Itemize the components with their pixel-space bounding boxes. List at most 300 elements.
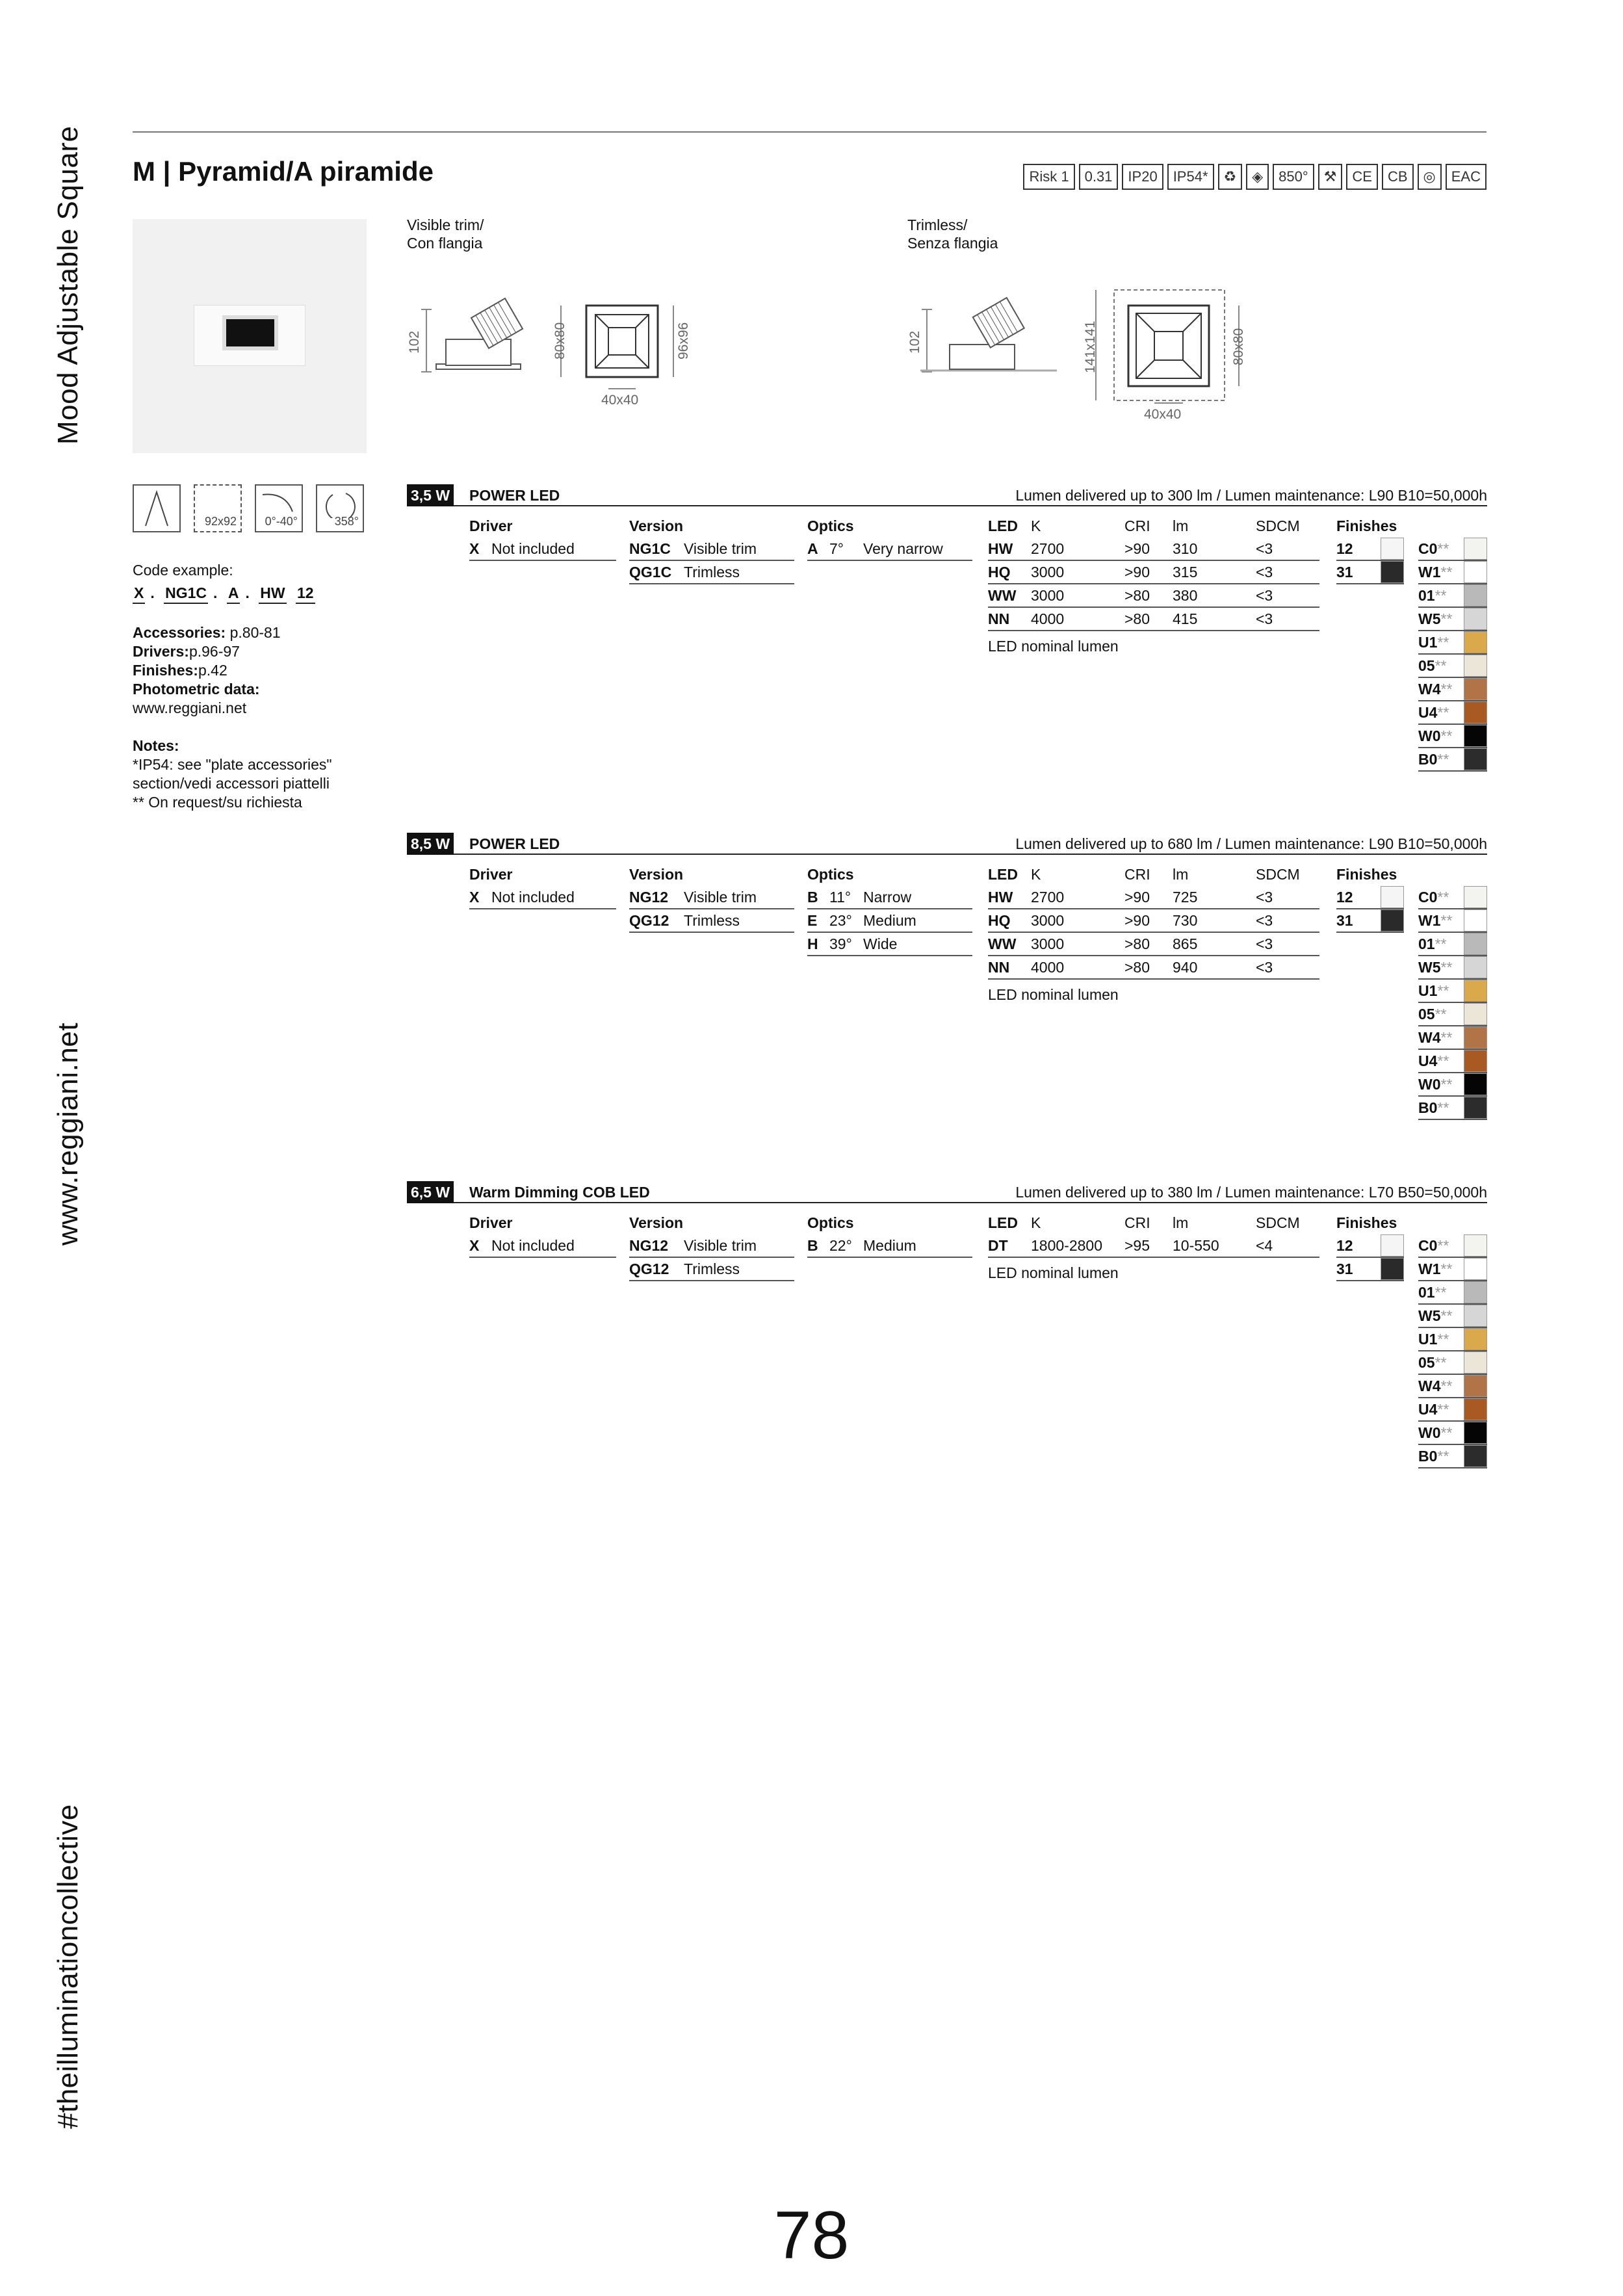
finish-code: C0	[1418, 1237, 1438, 1254]
trim-height-dim: 102	[407, 330, 422, 354]
cri-header: CRI	[1124, 866, 1150, 883]
finish-swatch	[1464, 1234, 1487, 1257]
beam-icon	[133, 484, 181, 532]
version-desc: Visible trim	[684, 1237, 757, 1254]
sdcm-header: SDCM	[1256, 517, 1300, 534]
k-header: K	[1031, 517, 1041, 534]
led-cri: >80	[1124, 587, 1150, 604]
finish-swatch	[1464, 538, 1487, 560]
badge-10: ◎	[1418, 164, 1442, 190]
version-desc: Trimless	[684, 912, 740, 929]
led-column	[988, 1211, 1319, 1281]
led-row	[988, 584, 1319, 608]
request-mark: **	[1437, 634, 1449, 651]
finish-extra-row	[1418, 1398, 1487, 1422]
led-nominal-note: LED nominal lumen	[988, 986, 1119, 1003]
finish-std-code: 12	[1336, 540, 1353, 557]
led-lm: 315	[1173, 564, 1198, 581]
request-mark: **	[1440, 1377, 1453, 1394]
driver-desc: Not included	[491, 889, 575, 906]
version-desc: Trimless	[684, 1260, 740, 1277]
led-cri: >95	[1124, 1237, 1150, 1254]
version-row	[629, 909, 794, 933]
optics-code: E	[807, 912, 818, 929]
driver-column	[469, 1211, 616, 1258]
request-mark: **	[1437, 982, 1449, 999]
version-desc: Trimless	[684, 564, 740, 581]
trim-size-dim: 40x40	[601, 393, 639, 408]
finish-swatch	[1464, 956, 1487, 978]
version-code: NG12	[629, 1237, 669, 1254]
finish-swatch	[1464, 678, 1487, 700]
finish-code: W4	[1418, 681, 1441, 698]
finish-swatch	[1381, 1234, 1404, 1257]
trimless-cut-dim: 80x80	[1231, 328, 1246, 365]
version-row	[629, 538, 794, 561]
request-mark: **	[1440, 959, 1453, 976]
finish-code: W5	[1418, 610, 1441, 627]
led-code: WW	[988, 935, 1017, 952]
request-mark: **	[1437, 1099, 1449, 1116]
standard-finishes	[1336, 886, 1404, 933]
finish-swatch	[1464, 1026, 1487, 1049]
wattage-badge: 8,5 W	[407, 833, 454, 855]
led-code: DT	[988, 1237, 1008, 1254]
finish-swatch	[1464, 701, 1487, 724]
lm-header: lm	[1173, 517, 1189, 534]
section-header	[407, 833, 1487, 855]
light-aperture	[222, 315, 278, 350]
led-k: 3000	[1031, 912, 1065, 929]
led-sdcm: <3	[1256, 564, 1273, 581]
lm-header: lm	[1173, 1214, 1189, 1231]
request-mark: **	[1435, 1354, 1447, 1371]
finishes-column	[1336, 1211, 1487, 1465]
finish-code: W0	[1418, 1076, 1441, 1093]
website-link[interactable]: www.reggiani.net	[133, 699, 247, 716]
ref-finishes: Finishes:p.42	[133, 662, 227, 679]
request-mark: **	[1440, 564, 1453, 581]
sdcm-header: SDCM	[1256, 1214, 1300, 1231]
version-column	[629, 863, 794, 933]
finish-code: 01	[1418, 587, 1435, 604]
finish-std-row	[1336, 909, 1404, 933]
k-header: K	[1031, 1214, 1041, 1231]
trimless-size-dim: 40x40	[1144, 407, 1182, 422]
driver-header: Driver	[469, 517, 513, 534]
led-cri: >90	[1124, 889, 1150, 906]
badge-7: ⚒	[1318, 164, 1343, 190]
badge-8: CE	[1346, 164, 1378, 190]
finish-code: W5	[1418, 1307, 1441, 1324]
optics-code: B	[807, 1237, 818, 1254]
version-row	[629, 1234, 794, 1258]
led-lm: 940	[1173, 959, 1198, 976]
finish-swatch	[1464, 909, 1487, 932]
finish-extra-row	[1418, 748, 1487, 772]
led-sdcm: <3	[1256, 912, 1273, 929]
finish-code: 01	[1418, 1284, 1435, 1301]
request-mark: **	[1437, 1401, 1449, 1418]
finish-code: U1	[1418, 634, 1438, 651]
request-mark: **	[1437, 1331, 1449, 1348]
finish-extra-row	[1418, 1351, 1487, 1375]
driver-column	[469, 514, 616, 561]
request-mark: **	[1440, 727, 1453, 744]
standard-finishes	[1336, 1234, 1404, 1281]
lumen-info: Lumen delivered up to 380 lm / Lumen maintenance: L70 B50=50,000h	[1015, 1184, 1487, 1201]
version-header: Version	[629, 866, 684, 883]
finish-extra-row	[1418, 1234, 1487, 1258]
led-sdcm: <3	[1256, 610, 1273, 627]
trimless-outer-dim: 141x141	[1083, 320, 1098, 373]
ref-accessories: Accessories: p.80-81	[133, 624, 281, 641]
finish-swatch	[1464, 655, 1487, 677]
version-code: QG1C	[629, 564, 672, 581]
finish-swatch	[1464, 1258, 1487, 1280]
code-part-optics: A	[227, 584, 240, 604]
led-sdcm: <3	[1256, 935, 1273, 952]
finish-code: C0	[1418, 889, 1438, 906]
version-row	[629, 886, 794, 909]
finish-std-code: 12	[1336, 889, 1353, 906]
request-mark: **	[1437, 1448, 1449, 1465]
request-mark: **	[1435, 587, 1447, 604]
driver-code: X	[469, 1237, 480, 1254]
led-code: HQ	[988, 564, 1011, 581]
led-k: 4000	[1031, 959, 1065, 976]
driver-row	[469, 1234, 616, 1258]
finish-code: U4	[1418, 1052, 1438, 1069]
led-sdcm: <3	[1256, 889, 1273, 906]
led-cri: >90	[1124, 912, 1150, 929]
product-image	[133, 219, 367, 453]
request-mark: **	[1440, 1307, 1453, 1324]
finish-code: U1	[1418, 982, 1438, 999]
finish-std-code: 12	[1336, 1237, 1353, 1254]
finishes-header: Finishes	[1336, 1214, 1397, 1231]
request-mark: **	[1437, 889, 1449, 906]
trimless-label: Trimless/ Senza flangia	[907, 216, 998, 252]
extra-finishes	[1418, 886, 1487, 1120]
finish-swatch	[1464, 1050, 1487, 1072]
finish-extra-row	[1418, 701, 1487, 725]
finish-code: U4	[1418, 1401, 1438, 1418]
finish-extra-row	[1418, 1050, 1487, 1073]
led-cri: >80	[1124, 959, 1150, 976]
led-lm: 10-550	[1173, 1237, 1219, 1254]
version-row	[629, 561, 794, 584]
finish-swatch	[1381, 1258, 1404, 1280]
finish-code: W0	[1418, 727, 1441, 744]
finish-code: B0	[1418, 1099, 1438, 1116]
request-mark: **	[1435, 935, 1447, 952]
finish-std-code: 31	[1336, 564, 1353, 581]
badge-1: 0.31	[1079, 164, 1119, 190]
request-mark: **	[1440, 1424, 1453, 1441]
finish-code: W0	[1418, 1424, 1441, 1441]
finish-extra-row	[1418, 980, 1487, 1003]
standard-finishes	[1336, 538, 1404, 584]
request-mark: **	[1440, 912, 1453, 929]
led-code: HW	[988, 540, 1013, 557]
led-lm: 730	[1173, 912, 1198, 929]
finish-swatch	[1464, 1375, 1487, 1397]
finish-extra-row	[1418, 1281, 1487, 1305]
finish-swatch	[1381, 561, 1404, 583]
section-header	[407, 484, 1487, 506]
finish-extra-row	[1418, 538, 1487, 561]
optics-row	[807, 1234, 972, 1258]
note-line-3: ** On request/su richiesta	[133, 794, 302, 811]
led-nominal-note: LED nominal lumen	[988, 638, 1119, 655]
trim-label: Visible trim/ Con flangia	[407, 216, 484, 252]
optics-code: H	[807, 935, 818, 952]
badge-5: ◈	[1246, 164, 1269, 190]
led-column	[988, 514, 1319, 655]
finish-code: W1	[1418, 912, 1441, 929]
request-mark: **	[1435, 657, 1447, 674]
optics-header: Optics	[807, 1214, 854, 1231]
led-row	[988, 956, 1319, 980]
finish-swatch	[1464, 631, 1487, 653]
badge-2: IP20	[1122, 164, 1163, 190]
optics-column	[807, 514, 972, 561]
finish-std-code: 31	[1336, 1260, 1353, 1277]
request-mark: **	[1437, 1237, 1449, 1254]
lumen-info: Lumen delivered up to 300 lm / Lumen maintenance: L90 B10=50,000h	[1015, 487, 1487, 504]
request-mark: **	[1435, 1006, 1447, 1023]
finish-std-row	[1336, 1258, 1404, 1281]
finish-code: 01	[1418, 935, 1435, 952]
finish-code: W4	[1418, 1377, 1441, 1394]
page-number: 78	[773, 2198, 850, 2273]
code-example-label: Code example:	[133, 562, 233, 579]
finish-swatch	[1464, 1351, 1487, 1374]
optics-header: Optics	[807, 866, 854, 883]
led-lm: 865	[1173, 935, 1198, 952]
led-row	[988, 561, 1319, 584]
led-cri: >90	[1124, 540, 1150, 557]
wattage-badge: 6,5 W	[407, 1181, 454, 1203]
finish-swatch	[1464, 1305, 1487, 1327]
badge-4: ♻	[1218, 164, 1243, 190]
finish-swatch	[1464, 1422, 1487, 1444]
optics-column	[807, 1211, 972, 1258]
trimless-height-dim: 102	[907, 330, 922, 354]
led-header: LED	[988, 866, 1018, 883]
version-header: Version	[629, 1214, 684, 1231]
finish-extra-row	[1418, 1305, 1487, 1328]
spec-section	[407, 1181, 1487, 1519]
request-mark: **	[1435, 1284, 1447, 1301]
finish-code: W1	[1418, 1260, 1441, 1277]
led-lm: 415	[1173, 610, 1198, 627]
request-mark: **	[1440, 1260, 1453, 1277]
led-cri: >80	[1124, 935, 1150, 952]
finish-swatch	[1464, 584, 1487, 607]
finish-swatch	[1464, 1398, 1487, 1420]
code-part-version: NG1C	[164, 584, 208, 604]
finish-extra-row	[1418, 1026, 1487, 1050]
spec-section	[407, 484, 1487, 822]
finish-extra-row	[1418, 1445, 1487, 1468]
led-code: HW	[988, 889, 1013, 906]
code-part-led: HW	[259, 584, 286, 604]
optics-row	[807, 886, 972, 909]
optics-desc: Medium	[863, 1237, 916, 1254]
finish-swatch	[1381, 886, 1404, 908]
led-row	[988, 1234, 1319, 1258]
finish-extra-row	[1418, 956, 1487, 980]
top-rule	[133, 131, 1487, 133]
trim-outer-dim: 96x96	[676, 322, 691, 359]
finish-swatch	[1464, 980, 1487, 1002]
finish-code: 05	[1418, 1354, 1435, 1371]
optics-row	[807, 538, 972, 561]
request-mark: **	[1437, 1052, 1449, 1069]
optics-row	[807, 909, 972, 933]
version-column	[629, 1211, 794, 1281]
finish-swatch	[1464, 608, 1487, 630]
section-header	[407, 1181, 1487, 1203]
finish-swatch	[1464, 1281, 1487, 1303]
led-cri: >80	[1124, 610, 1150, 627]
led-header: LED	[988, 1214, 1018, 1231]
led-sdcm: <3	[1256, 587, 1273, 604]
finish-code: 05	[1418, 1006, 1435, 1023]
led-k: 2700	[1031, 889, 1065, 906]
finish-code: W5	[1418, 959, 1441, 976]
badge-0: Risk 1	[1023, 164, 1074, 190]
finish-extra-row	[1418, 1097, 1487, 1120]
led-row	[988, 608, 1319, 631]
finish-code: U1	[1418, 1331, 1438, 1348]
certification-badges	[1023, 164, 1487, 190]
ref-photometric: Photometric data:	[133, 681, 260, 698]
optics-desc: Narrow	[863, 889, 912, 906]
driver-header: Driver	[469, 866, 513, 883]
finish-code: W4	[1418, 1029, 1441, 1046]
finishes-header: Finishes	[1336, 517, 1397, 534]
note-line-2: section/vedi accessori piattelli	[133, 775, 330, 792]
finish-swatch	[1381, 909, 1404, 932]
finish-extra-row	[1418, 909, 1487, 933]
optics-column	[807, 863, 972, 956]
version-code: NG12	[629, 889, 669, 906]
finish-extra-row	[1418, 678, 1487, 701]
finish-swatch	[1464, 886, 1487, 908]
request-mark: **	[1437, 540, 1449, 557]
finish-extra-row	[1418, 561, 1487, 584]
finish-swatch	[1464, 1445, 1487, 1467]
side-strip	[0, 0, 130, 2296]
wattage-badge: 3,5 W	[407, 484, 454, 506]
finishes-column	[1336, 514, 1487, 768]
led-k: 3000	[1031, 564, 1065, 581]
page-title: M | Pyramid/A piramide	[133, 156, 434, 187]
trim-cut-dim: 80x80	[552, 322, 567, 359]
cri-header: CRI	[1124, 517, 1150, 534]
optics-row	[807, 933, 972, 956]
lumen-info: Lumen delivered up to 680 lm / Lumen maintenance: L90 B10=50,000h	[1015, 835, 1487, 852]
driver-column	[469, 863, 616, 909]
led-k: 3000	[1031, 935, 1065, 952]
category-vertical: Mood Adjustable Square	[52, 125, 84, 445]
driver-row	[469, 538, 616, 561]
badge-3: IP54*	[1167, 164, 1214, 190]
note-line-1: *IP54: see "plate accessories"	[133, 756, 332, 773]
finish-code: B0	[1418, 1448, 1438, 1465]
finish-extra-row	[1418, 631, 1487, 655]
request-mark: **	[1440, 1029, 1453, 1046]
finish-extra-row	[1418, 1258, 1487, 1281]
optics-desc: Very narrow	[863, 540, 943, 557]
finishes-column	[1336, 863, 1487, 1116]
finish-extra-row	[1418, 933, 1487, 956]
spec-section	[407, 833, 1487, 1171]
led-column	[988, 863, 1319, 1003]
version-column	[629, 514, 794, 584]
version-code: NG1C	[629, 540, 671, 557]
led-lm: 310	[1173, 540, 1198, 557]
optics-desc: Medium	[863, 912, 916, 929]
k-header: K	[1031, 866, 1041, 883]
led-code: HQ	[988, 912, 1011, 929]
feature-icons	[133, 484, 364, 532]
request-mark: **	[1440, 681, 1453, 698]
left-info	[133, 561, 373, 812]
led-row	[988, 538, 1319, 561]
finish-swatch	[1464, 748, 1487, 770]
finish-swatch	[1381, 538, 1404, 560]
finish-code: C0	[1418, 540, 1438, 557]
finish-std-row	[1336, 886, 1404, 909]
notes-label: Notes:	[133, 737, 179, 754]
finish-code: W1	[1418, 564, 1441, 581]
section-name: Warm Dimming COB LED	[469, 1184, 650, 1201]
section-name: POWER LED	[469, 487, 560, 504]
optics-header: Optics	[807, 517, 854, 534]
led-row	[988, 933, 1319, 956]
website-vertical[interactable]: www.reggiani.net	[52, 1022, 84, 1246]
code-part-driver: X	[133, 584, 145, 604]
led-sdcm: <4	[1256, 1237, 1273, 1254]
driver-header: Driver	[469, 1214, 513, 1231]
rotation-icon: 358°	[316, 484, 364, 532]
finish-std-row	[1336, 561, 1404, 584]
finish-extra-row	[1418, 608, 1487, 631]
badge-9: CB	[1382, 164, 1414, 190]
finish-code: U4	[1418, 704, 1438, 721]
led-row	[988, 886, 1319, 909]
version-code: QG12	[629, 1260, 669, 1277]
badge-11: EAC	[1446, 164, 1487, 190]
led-lm: 725	[1173, 889, 1198, 906]
led-nominal-note: LED nominal lumen	[988, 1264, 1119, 1281]
finishes-header: Finishes	[1336, 866, 1397, 883]
led-sdcm: <3	[1256, 540, 1273, 557]
finish-code: B0	[1418, 751, 1438, 768]
finish-extra-row	[1418, 1375, 1487, 1398]
led-header-row	[988, 1211, 1319, 1234]
optics-code: A	[807, 540, 818, 557]
finish-swatch	[1464, 561, 1487, 583]
finish-extra-row	[1418, 1422, 1487, 1445]
led-k: 2700	[1031, 540, 1065, 557]
finish-std-row	[1336, 538, 1404, 561]
extra-finishes	[1418, 538, 1487, 772]
